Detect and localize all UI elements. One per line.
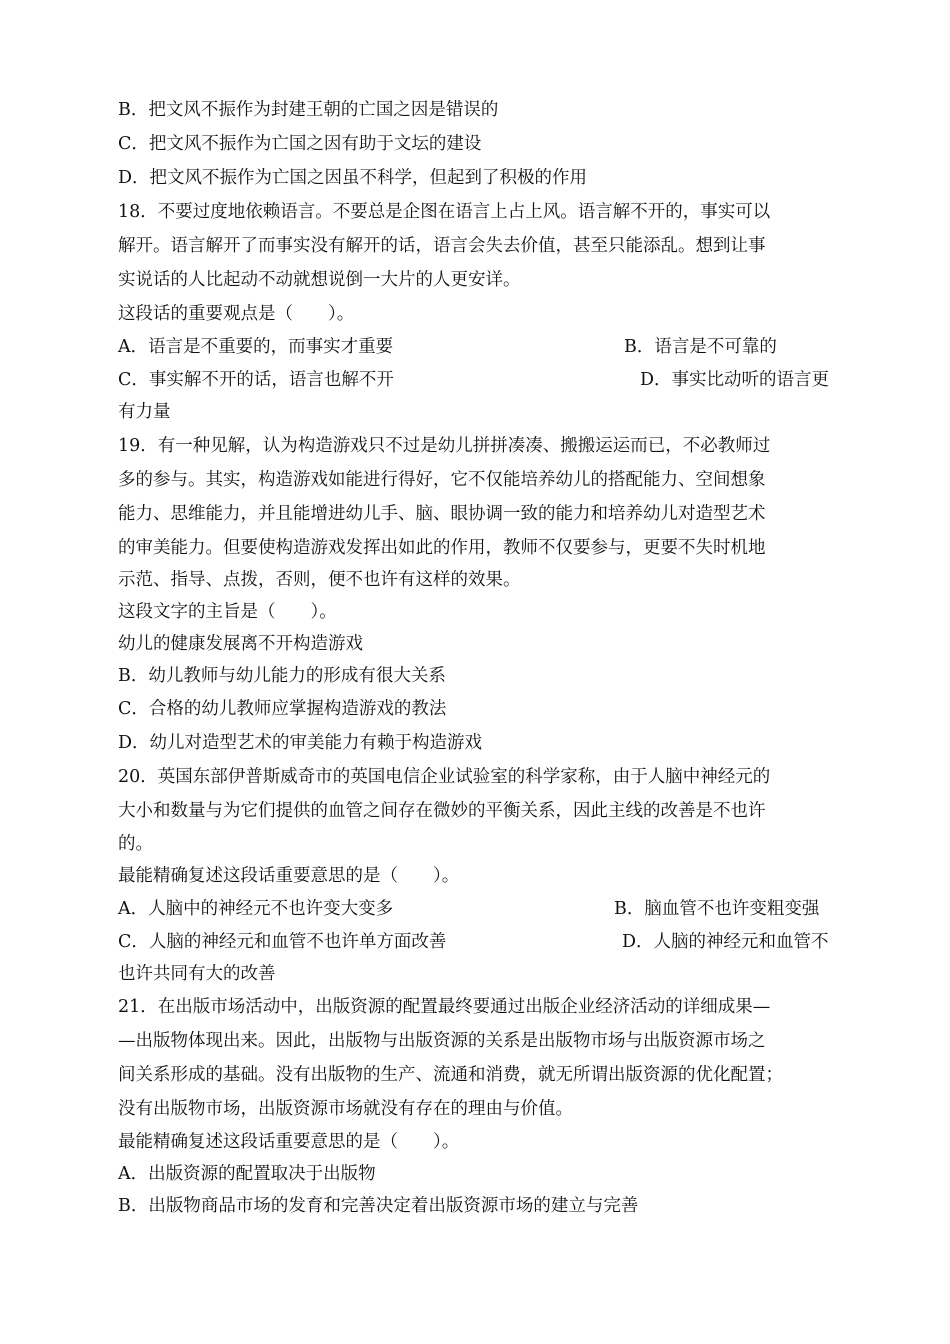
q20-text-line-2: 大小和数量与为它们提供的血管之间存在微妙的平衡关系，因此主线的改善是不也许 <box>118 801 766 821</box>
q20-option-d: D．人脑的神经元和血管不 <box>622 932 829 952</box>
q21-option-a: A．出版资源的配置取决于出版物 <box>118 1164 376 1184</box>
q20-option-a: A．人脑中的神经元不也许变大变多 <box>118 899 394 919</box>
q20-option-c: C．人脑的神经元和血管不也许单方面改善 <box>118 932 447 952</box>
q18-option-d-cont: 有力量 <box>118 402 171 422</box>
q19-option-b: B．幼儿教师与幼儿能力的形成有很大关系 <box>118 666 446 686</box>
q19-text-line-1: 19．有一种见解，认为构造游戏只不过是幼儿拼拼凑凑、搬搬运运而已，不必教师过 <box>118 436 771 456</box>
q20-text-line-3: 的。 <box>118 834 153 854</box>
q21-text-line-4: 没有出版物市场，出版资源市场就没有存在的理由与价值。 <box>118 1099 573 1119</box>
q18-prompt: 这段话的重要观点是（ ）。 <box>118 304 355 324</box>
q19-prompt: 这段文字的主旨是（ ）。 <box>118 602 337 622</box>
q21-option-b: B．出版物商品市场的发育和完善决定着出版资源市场的建立与完善 <box>118 1196 639 1216</box>
q18-text-line-3: 实说话的人比起动不动就想说倒一大片的人更安详。 <box>118 270 521 290</box>
q18-text-line-1: 18．不要过度地依赖语言。不要总是企图在语言上占上风。语言解不开的，事实可以 <box>118 202 771 222</box>
q19-text-line-5: 示范、指导、点拨，否则，便不也许有这样的效果。 <box>118 570 521 590</box>
q18-text-line-2: 解开。语言解开了而事实没有解开的话，语言会失去价值，甚至只能添乱。想到让事 <box>118 236 766 256</box>
q21-text-line-3: 间关系形成的基础。没有出版物的生产、流通和消费，就无所谓出版资源的优化配置； <box>118 1065 783 1085</box>
q20-text-line-1: 20．英国东部伊普斯威奇市的英国电信企业试验室的科学家称，由于人脑中神经元的 <box>118 767 771 787</box>
q19-text-line-3: 能力、思维能力，并且能增进幼儿手、脑、眼协调一致的能力和培养幼儿对造型艺术 <box>118 504 766 524</box>
q19-option-a: 幼儿的健康发展离不开构造游戏 <box>118 634 363 654</box>
q19-option-c: C．合格的幼儿教师应掌握构造游戏的教法 <box>118 699 447 719</box>
q18-option-c: C．事实解不开的话，语言也解不开 <box>118 370 394 390</box>
q18-option-d: D．事实比动听的语言更 <box>640 370 830 390</box>
q19-text-line-4: 的审美能力。但要使构造游戏发挥出如此的作用，教师不仅要参与，更要不失时机地 <box>118 538 766 558</box>
q20-option-d-cont: 也许共同有大的改善 <box>118 964 276 984</box>
q20-option-b: B．脑血管不也许变粗变强 <box>614 899 820 919</box>
q18-option-a: A．语言是不重要的，而事实才重要 <box>118 337 394 357</box>
q17-option-c: C．把文风不振作为亡国之因有助于文坛的建设 <box>118 134 482 154</box>
q17-option-d: D．把文风不振作为亡国之因虽不科学，但起到了积极的作用 <box>118 168 588 188</box>
q20-prompt: 最能精确复述这段话重要意思的是（ ）。 <box>118 866 460 886</box>
q21-text-line-2: —出版物体现出来。因此，出版物与出版资源的关系是出版物市场与出版资源市场之 <box>118 1031 766 1051</box>
q21-prompt: 最能精确复述这段话重要意思的是（ ）。 <box>118 1132 460 1152</box>
q21-text-line-1: 21．在出版市场活动中，出版资源的配置最终要通过出版企业经济活动的详细成果— <box>118 997 771 1017</box>
q19-text-line-2: 多的参与。其实，构造游戏如能进行得好，它不仅能培养幼儿的搭配能力、空间想象 <box>118 470 766 490</box>
q19-option-d: D．幼儿对造型艺术的审美能力有赖于构造游戏 <box>118 733 483 753</box>
q18-option-b: B．语言是不可靠的 <box>624 337 777 357</box>
q17-option-b: B．把文风不振作为封建王朝的亡国之因是错误的 <box>118 100 499 120</box>
